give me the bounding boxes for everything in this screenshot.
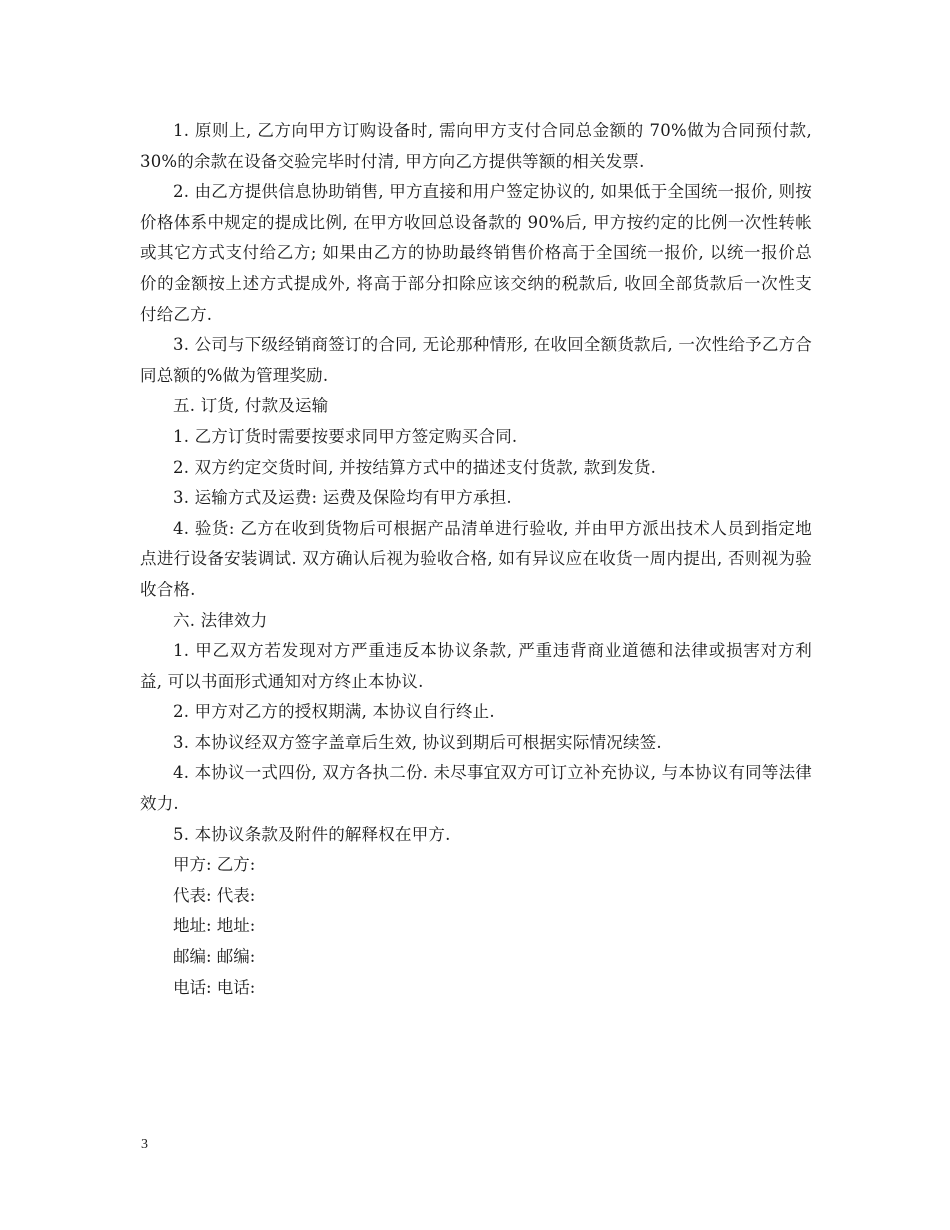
signature-block [140, 850, 812, 1003]
clause-purchase-contract: 1. 乙方订货时需要按要求同甲方签定购买合同. [173, 426, 518, 446]
signature-representative-line: 代表: 代表: [173, 885, 256, 905]
clause-transport: 3. 运输方式及运费: 运费及保险均有甲方承担. [173, 488, 512, 508]
clause-authorization-expiry: 2. 甲方对乙方的授权期满, 本协议自行终止. [173, 702, 495, 722]
clause-effectiveness: 3. 本协议经双方签字盖章后生效, 协议到期后可根据实际情况续签. [173, 732, 662, 752]
signature-address-line: 地址: 地址: [173, 916, 256, 936]
clause-termination: 1. 甲乙双方若发现对方严重违反本协议条款, 严重违背商业道德和法律或损害对方利益, 可以书面形式通知对方终止本协议. [140, 641, 812, 691]
section-heading-ordering: 五. 订货, 付款及运输 [173, 396, 329, 416]
signature-postcode-line: 邮编: 邮编: [173, 947, 256, 967]
clause-interpretation: 5. 本协议条款及附件的解释权在甲方. [173, 824, 451, 844]
clause-delivery-time: 2. 双方约定交货时间, 并按结算方式中的描述支付货款, 款到发货. [173, 457, 657, 477]
clause-sales-assist: 2. 由乙方提供信息协助销售, 甲方直接和用户签定协议的, 如果低于全国统一报价, 则按价格体系中规定的提成比例, 在甲方收回总设备款的 90%后, 甲方按约定的比例一次性转帐或其它方式支付给乙方; 如果由乙方的协助最终销售价格高于全国统一报价, 以统一报价总价的金额按上述方式提成外, 将高于部分扣除应该交纳的税款后, 收回全部货款后一次性支付给乙方. [140, 182, 812, 324]
page-number: 3 [141, 1137, 148, 1152]
clause-inspection: 4. 验货: 乙方在收到货物后可根据产品清单进行验收, 并由甲方派出技术人员到指定地点进行设备安装调试. 双方确认后视为验收合格, 如有异议应在收货一周内提出, 否则视为验收合格. [140, 518, 812, 599]
signature-party-line: 甲方: 乙方: [173, 855, 256, 875]
clause-copies: 4. 本协议一式四份, 双方各执二份. 未尽事宜双方可订立补充协议, 与本协议有同等法律效力. [140, 763, 812, 814]
clause-management-reward: 3. 公司与下级经销商签订的合同, 无论那种情形, 在收回全额货款后, 一次性给予乙方合同总额的%做为管理奖励. [140, 335, 812, 385]
section-heading-legal-effect: 六. 法律效力 [173, 610, 268, 630]
document-body [140, 116, 812, 1003]
clause-prepayment: 1. 原则上, 乙方向甲方订购设备时, 需向甲方支付合同总金额的 70%做为合同预付款, 30%的余款在设备交验完毕时付清, 甲方向乙方提供等额的相关发票. [140, 121, 812, 171]
signature-phone-line: 电话: 电话: [173, 977, 256, 997]
